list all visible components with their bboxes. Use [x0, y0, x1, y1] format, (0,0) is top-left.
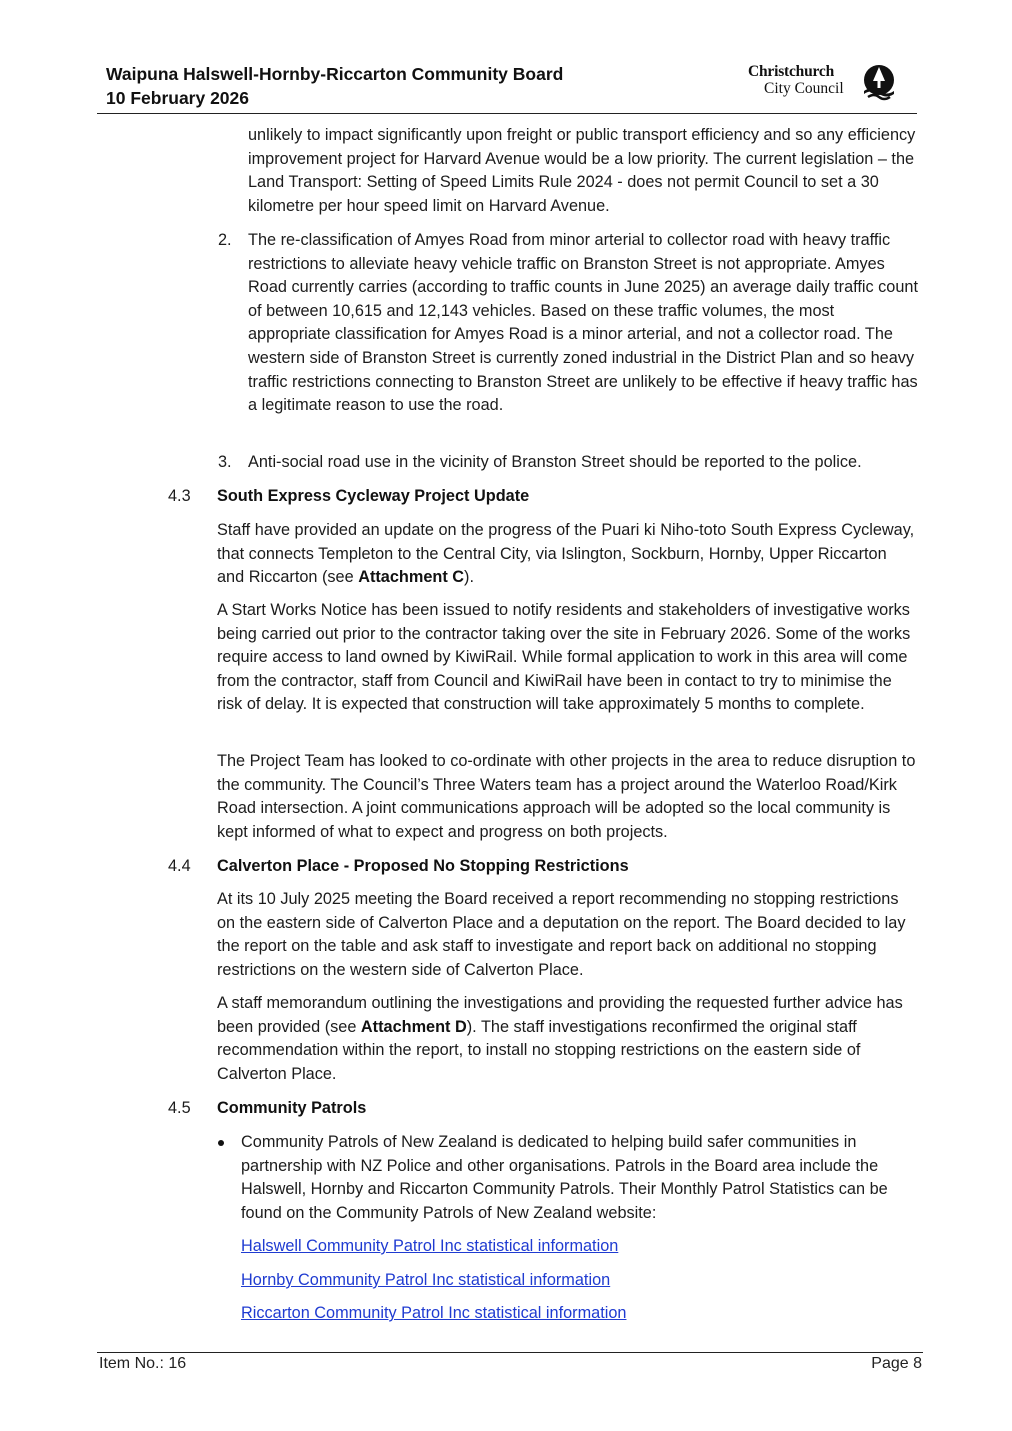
header-divider: [97, 113, 917, 114]
board-name: Waipuna Halswell-Hornby-Riccarton Community Board: [106, 64, 564, 84]
attachment-reference: Attachment D: [360, 1017, 467, 1036]
section-heading: Calverton Place - Proposed No Stopping Restrictions: [217, 857, 629, 875]
section-paragraph: A staff memorandum outlining the investigations and providing the requested further advice has been provided (see Attachment D). The staff investigations reconfirmed the original staff recommendation within the report, to install no stopping restrictions on the eastern side of Calverton Place.: [217, 994, 903, 1083]
logo-line-1: Christchurch: [748, 63, 835, 80]
section-heading: Community Patrols: [217, 1099, 367, 1117]
footer-divider: [97, 1352, 923, 1353]
page-number: Page 8: [871, 1355, 922, 1372]
attachment-reference: Attachment C: [358, 568, 465, 587]
section-number: 4.5: [168, 1099, 191, 1117]
item-number: Item No.: 16: [99, 1355, 187, 1372]
section-paragraph: At its 10 July 2025 meeting the Board received a report recommending no stopping restrictions on the eastern side of Calverton Place and a deputation on the report. The Board decided to lay the report on the table and ask staff to investigate and report back on additional no stopping restrictions on the western side of Calverton Place.: [217, 890, 906, 979]
section-heading: South Express Cycleway Project Update: [217, 487, 530, 505]
council-logo: [748, 64, 898, 104]
section-paragraph: A Start Works Notice has been issued to notify residents and stakeholders of investigative works being carried out prior to the contractor taking over the site in February 2026. Some of the works require access to land owned by KiwiRail. While formal application to work in this area will come from the contractor, staff from Council and KiwiRail have been in contact to try to minimise the risk of delay. It is expected that construction will take approximately 5 months to complete.: [217, 601, 911, 714]
list-number: 3.: [218, 453, 232, 471]
section-number: 4.3: [168, 487, 191, 505]
cathedral-logo-icon: [860, 64, 898, 102]
bullet-icon: [218, 1140, 224, 1146]
list-item: Anti-social road use in the vicinity of Branston Street should be reported to the police.: [248, 453, 862, 471]
hornby-patrol-link[interactable]: Hornby Community Patrol Inc statistical information: [241, 1271, 611, 1289]
list-item: The re-classification of Amyes Road from minor arterial to collector road with heavy traffic restrictions to alleviate heavy vehicle traffic on Branston Street is not appropriate. Amyes Road currently carries (according to traffic counts in June 2025) an average daily traffic count of between 10,615 and 12,143 vehicles. Based on these traffic volumes, the most appropriate classification for Amyes Road is a minor arterial, and not a collector road. The western side of Branston Street is currently zoned industrial in the District Plan and so heavy traffic restrictions connecting to Branston Street are unlikely to be effective if heavy traffic has a legitimate reason to use the road.: [248, 231, 918, 415]
continued-paragraph: unlikely to impact significantly upon freight or public transport efficiency and so any efficiency improvement project for Harvard Avenue would be a low priority. The current legislation – the Land Transport: Setting of Speed Limits Rule 2024 - does not permit Council to set a 30 kilometre per hour speed limit on Harvard Avenue.: [248, 126, 916, 215]
section-paragraph: Staff have provided an update on the progress of the Puari ki Niho-toto South Express Cycleway, that connects Templeton to the Central City, via Islington, Sockburn, Hornby, Upper Riccarton and Riccarton (see Attachment C).: [217, 521, 915, 587]
section-number: 4.4: [168, 857, 191, 875]
halswell-patrol-link[interactable]: Halswell Community Patrol Inc statistical information: [241, 1237, 619, 1255]
riccarton-patrol-link[interactable]: Riccarton Community Patrol Inc statistical information: [241, 1304, 627, 1322]
bullet-paragraph: Community Patrols of New Zealand is dedicated to helping build safer communities in partnership with NZ Police and other organisations. Patrols in the Board area include the Halswell, Hornby and Riccarton Community Patrols. Their Monthly Patrol Statistics can be found on the Community Patrols of New Zealand website:: [241, 1133, 888, 1222]
list-number: 2.: [218, 231, 232, 249]
section-paragraph: The Project Team has looked to co-ordinate with other projects in the area to reduce disruption to the community. The Council’s Three Waters team has a project around the Waterloo Road/Kirk Road intersection. A joint communications approach will be adopted so the local community is kept informed of what to expect and progress on both projects.: [217, 752, 916, 841]
meeting-date: 10 February 2026: [106, 88, 250, 108]
logo-line-2: City Council: [764, 80, 844, 97]
header-title: [106, 62, 563, 110]
